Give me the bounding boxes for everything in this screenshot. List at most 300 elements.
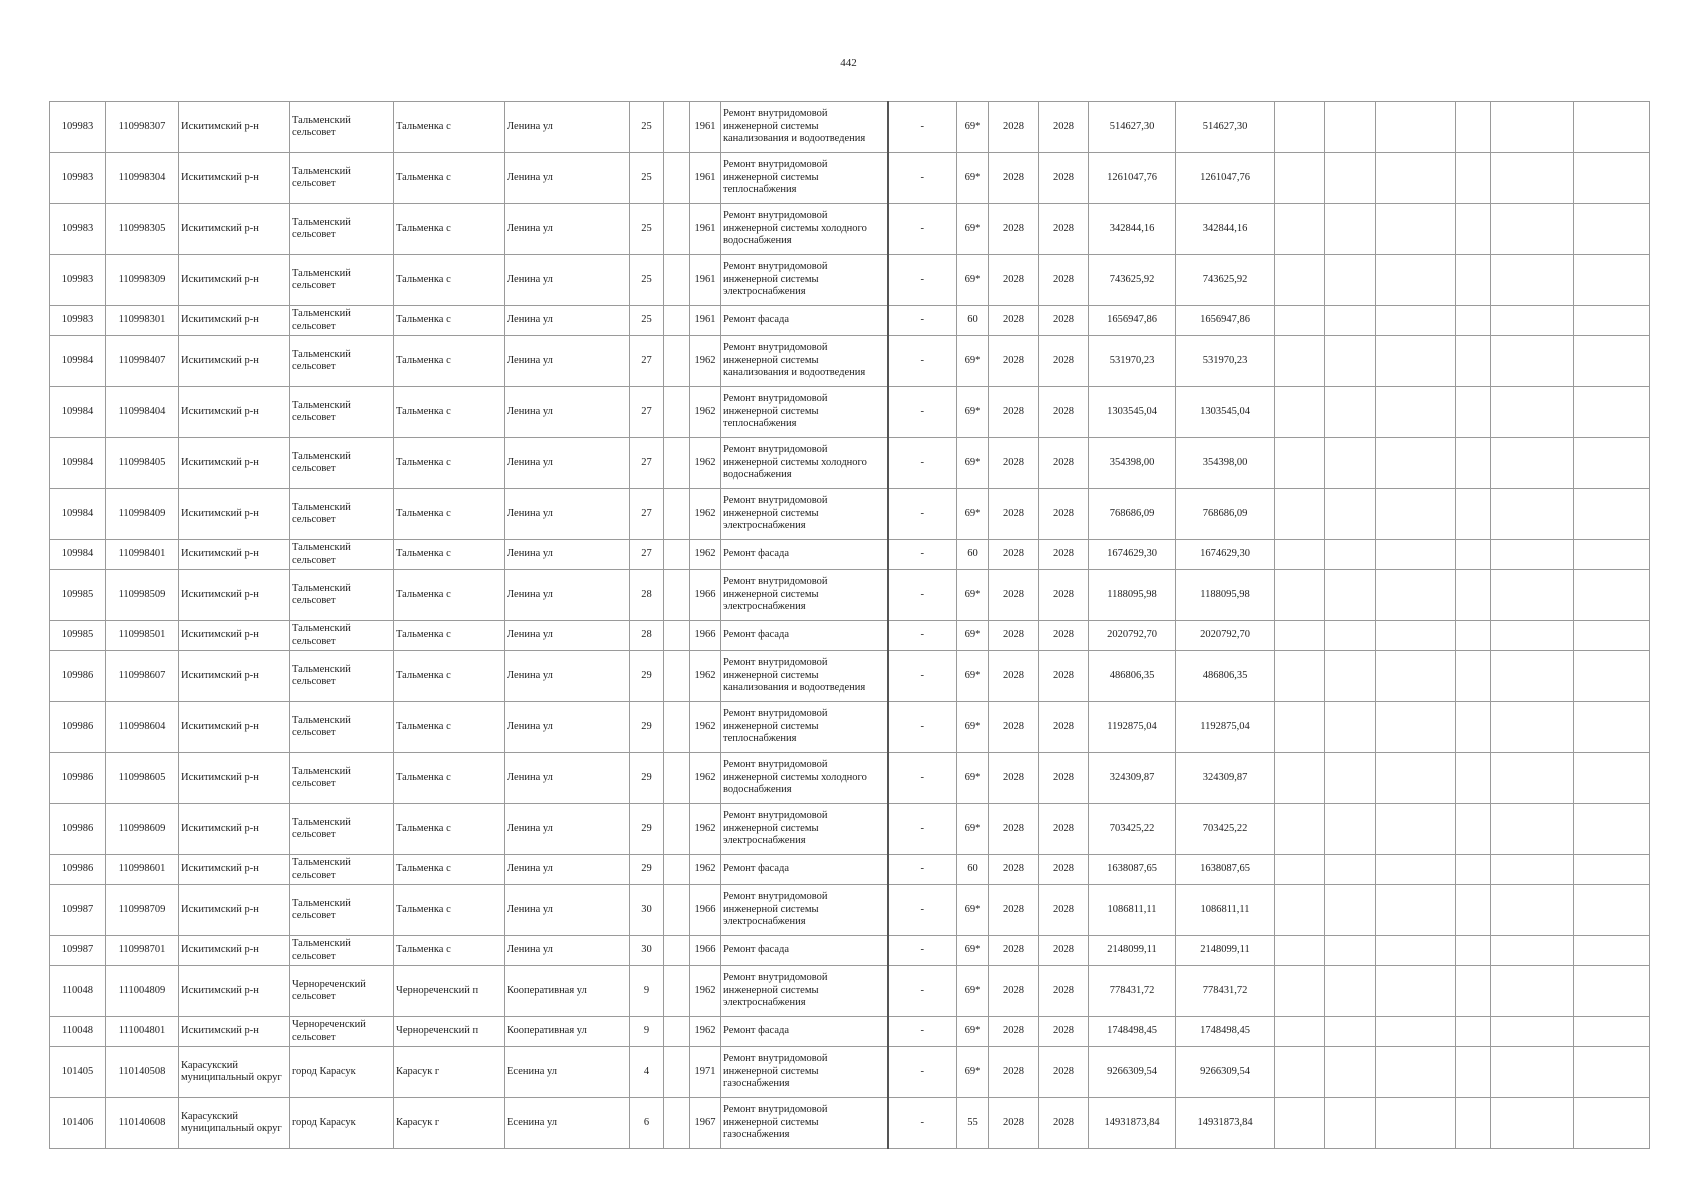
cost-fund-cell: 1656947,86	[1176, 306, 1275, 336]
building-cell	[664, 438, 690, 489]
empty-cell	[1574, 570, 1650, 621]
plan-year-start-cell: 2028	[989, 804, 1039, 855]
build-year-cell: 1967	[690, 1098, 721, 1149]
municipality-cell: Чернореченский сельсовет	[290, 1017, 394, 1047]
build-year-cell: 1966	[690, 936, 721, 966]
empty-cell	[1574, 702, 1650, 753]
cost-total-cell: 703425,22	[1089, 804, 1176, 855]
empty-cell	[1376, 1047, 1456, 1098]
empty-cell	[1325, 438, 1376, 489]
work-type-cell: Ремонт внутридомовой инженерной системы теплоснабжения	[721, 387, 888, 438]
building-cell	[664, 1047, 690, 1098]
dash-col-cell: -	[888, 702, 957, 753]
plan-year-end-cell: 2028	[1039, 336, 1089, 387]
table-row	[50, 336, 1650, 387]
empty-cell	[1456, 855, 1491, 885]
municipality-cell: Тальменский сельсовет	[290, 255, 394, 306]
empty-cell	[1456, 306, 1491, 336]
plan-year-start-cell: 2028	[989, 102, 1039, 153]
plan-year-start-cell: 2028	[989, 855, 1039, 885]
cost-total-cell: 1674629,30	[1089, 540, 1176, 570]
street-cell: Ленина ул	[505, 885, 630, 936]
settlement-cell: Тальменка с	[394, 651, 505, 702]
empty-cell	[1574, 855, 1650, 885]
settlement-cell: Тальменка с	[394, 489, 505, 540]
settlement-cell: Тальменка с	[394, 885, 505, 936]
dash-col-cell: -	[888, 438, 957, 489]
wear-percent-cell: 69*	[957, 387, 989, 438]
empty-cell	[1456, 570, 1491, 621]
table-row	[50, 570, 1650, 621]
table-row	[50, 489, 1650, 540]
street-cell: Ленина ул	[505, 438, 630, 489]
municipality-cell: Тальменский сельсовет	[290, 651, 394, 702]
cost-fund-cell: 2020792,70	[1176, 621, 1275, 651]
empty-cell	[1325, 540, 1376, 570]
settlement-cell: Тальменка с	[394, 438, 505, 489]
work-id-cell: 110998409	[106, 489, 179, 540]
empty-cell	[1491, 438, 1574, 489]
street-cell: Ленина ул	[505, 336, 630, 387]
work-id-cell: 110998701	[106, 936, 179, 966]
settlement-cell: Тальменка с	[394, 153, 505, 204]
build-year-cell: 1971	[690, 1047, 721, 1098]
house-number-cell: 4	[630, 1047, 664, 1098]
work-id-cell: 110998709	[106, 885, 179, 936]
empty-cell	[1456, 651, 1491, 702]
empty-cell	[1376, 1098, 1456, 1149]
district-cell: Искитимский р-н	[179, 570, 290, 621]
empty-cell	[1275, 255, 1325, 306]
record-id-cell: 109984	[50, 489, 106, 540]
page-number: 442	[840, 57, 857, 69]
work-type-cell: Ремонт внутридомовой инженерной системы электроснабжения	[721, 570, 888, 621]
cost-total-cell: 2020792,70	[1089, 621, 1176, 651]
empty-cell	[1574, 1098, 1650, 1149]
plan-year-start-cell: 2028	[989, 255, 1039, 306]
settlement-cell: Тальменка с	[394, 753, 505, 804]
table-row	[50, 621, 1650, 651]
district-cell: Искитимский р-н	[179, 387, 290, 438]
empty-cell	[1376, 438, 1456, 489]
empty-cell	[1456, 1047, 1491, 1098]
cost-total-cell: 743625,92	[1089, 255, 1176, 306]
empty-cell	[1574, 621, 1650, 651]
building-cell	[664, 153, 690, 204]
empty-cell	[1574, 540, 1650, 570]
empty-cell	[1574, 306, 1650, 336]
plan-year-start-cell: 2028	[989, 966, 1039, 1017]
street-cell: Ленина ул	[505, 651, 630, 702]
empty-cell	[1456, 102, 1491, 153]
empty-cell	[1491, 885, 1574, 936]
building-cell	[664, 1098, 690, 1149]
empty-cell	[1456, 1017, 1491, 1047]
empty-cell	[1574, 936, 1650, 966]
empty-cell	[1456, 885, 1491, 936]
wear-percent-cell: 69*	[957, 570, 989, 621]
municipality-cell: Тальменский сельсовет	[290, 621, 394, 651]
dash-col-cell: -	[888, 885, 957, 936]
table-row	[50, 1017, 1650, 1047]
district-cell: Карасукский муниципальный округ	[179, 1098, 290, 1149]
table-row	[50, 102, 1650, 153]
empty-cell	[1456, 621, 1491, 651]
work-type-cell: Ремонт фасада	[721, 1017, 888, 1047]
plan-year-start-cell: 2028	[989, 702, 1039, 753]
work-id-cell: 110998509	[106, 570, 179, 621]
plan-year-end-cell: 2028	[1039, 255, 1089, 306]
district-cell: Искитимский р-н	[179, 255, 290, 306]
empty-cell	[1456, 1098, 1491, 1149]
empty-cell	[1376, 570, 1456, 621]
work-type-cell: Ремонт внутридомовой инженерной системы холодного водоснабжения	[721, 204, 888, 255]
empty-cell	[1456, 336, 1491, 387]
empty-cell	[1325, 1047, 1376, 1098]
house-number-cell: 29	[630, 651, 664, 702]
work-id-cell: 110998404	[106, 387, 179, 438]
dash-col-cell: -	[888, 153, 957, 204]
district-cell: Искитимский р-н	[179, 621, 290, 651]
empty-cell	[1456, 804, 1491, 855]
settlement-cell: Тальменка с	[394, 570, 505, 621]
cost-total-cell: 1261047,76	[1089, 153, 1176, 204]
district-cell: Искитимский р-н	[179, 489, 290, 540]
street-cell: Есенина ул	[505, 1047, 630, 1098]
work-id-cell: 110998605	[106, 753, 179, 804]
empty-cell	[1325, 489, 1376, 540]
municipality-cell: Тальменский сельсовет	[290, 306, 394, 336]
dash-col-cell: -	[888, 489, 957, 540]
work-type-cell: Ремонт внутридомовой инженерной системы канализования и водоотведения	[721, 651, 888, 702]
plan-year-start-cell: 2028	[989, 540, 1039, 570]
street-cell: Ленина ул	[505, 753, 630, 804]
empty-cell	[1275, 1017, 1325, 1047]
work-type-cell: Ремонт внутридомовой инженерной системы теплоснабжения	[721, 702, 888, 753]
empty-cell	[1325, 1098, 1376, 1149]
empty-cell	[1325, 102, 1376, 153]
plan-year-start-cell: 2028	[989, 885, 1039, 936]
empty-cell	[1325, 1017, 1376, 1047]
wear-percent-cell: 69*	[957, 102, 989, 153]
work-id-cell: 110998501	[106, 621, 179, 651]
empty-cell	[1376, 102, 1456, 153]
build-year-cell: 1962	[690, 489, 721, 540]
dash-col-cell: -	[888, 804, 957, 855]
wear-percent-cell: 69*	[957, 621, 989, 651]
settlement-cell: Карасук г	[394, 1098, 505, 1149]
empty-cell	[1376, 489, 1456, 540]
work-id-cell: 110998309	[106, 255, 179, 306]
building-cell	[664, 885, 690, 936]
empty-cell	[1456, 387, 1491, 438]
plan-year-end-cell: 2028	[1039, 387, 1089, 438]
empty-cell	[1456, 753, 1491, 804]
empty-cell	[1325, 966, 1376, 1017]
street-cell: Ленина ул	[505, 702, 630, 753]
cost-total-cell: 1188095,98	[1089, 570, 1176, 621]
plan-year-start-cell: 2028	[989, 336, 1039, 387]
street-cell: Ленина ул	[505, 855, 630, 885]
street-cell: Ленина ул	[505, 621, 630, 651]
dash-col-cell: -	[888, 387, 957, 438]
plan-year-end-cell: 2028	[1039, 702, 1089, 753]
house-number-cell: 25	[630, 204, 664, 255]
work-type-cell: Ремонт внутридомовой инженерной системы электроснабжения	[721, 255, 888, 306]
empty-cell	[1491, 255, 1574, 306]
district-cell: Искитимский р-н	[179, 1017, 290, 1047]
settlement-cell: Тальменка с	[394, 336, 505, 387]
empty-cell	[1325, 387, 1376, 438]
empty-cell	[1275, 1098, 1325, 1149]
settlement-cell: Тальменка с	[394, 621, 505, 651]
cost-fund-cell: 1674629,30	[1176, 540, 1275, 570]
plan-year-start-cell: 2028	[989, 570, 1039, 621]
empty-cell	[1491, 540, 1574, 570]
empty-cell	[1325, 885, 1376, 936]
wear-percent-cell: 69*	[957, 885, 989, 936]
cost-total-cell: 514627,30	[1089, 102, 1176, 153]
empty-cell	[1456, 153, 1491, 204]
street-cell: Кооперативная ул	[505, 1017, 630, 1047]
settlement-cell: Чернореченский п	[394, 966, 505, 1017]
dash-col-cell: -	[888, 855, 957, 885]
district-cell: Искитимский р-н	[179, 855, 290, 885]
district-cell: Искитимский р-н	[179, 153, 290, 204]
plan-year-start-cell: 2028	[989, 204, 1039, 255]
cost-total-cell: 354398,00	[1089, 438, 1176, 489]
building-cell	[664, 1017, 690, 1047]
wear-percent-cell: 69*	[957, 489, 989, 540]
plan-year-end-cell: 2028	[1039, 651, 1089, 702]
building-cell	[664, 855, 690, 885]
cost-fund-cell: 743625,92	[1176, 255, 1275, 306]
work-id-cell: 111004801	[106, 1017, 179, 1047]
empty-cell	[1325, 204, 1376, 255]
plan-year-end-cell: 2028	[1039, 306, 1089, 336]
plan-year-start-cell: 2028	[989, 306, 1039, 336]
table-row	[50, 306, 1650, 336]
plan-year-start-cell: 2028	[989, 753, 1039, 804]
empty-cell	[1574, 102, 1650, 153]
empty-cell	[1574, 153, 1650, 204]
empty-cell	[1574, 804, 1650, 855]
record-id-cell: 109983	[50, 204, 106, 255]
empty-cell	[1275, 966, 1325, 1017]
cost-total-cell: 1638087,65	[1089, 855, 1176, 885]
table-row	[50, 936, 1650, 966]
record-id-cell: 101405	[50, 1047, 106, 1098]
empty-cell	[1376, 204, 1456, 255]
work-id-cell: 110998607	[106, 651, 179, 702]
empty-cell	[1574, 204, 1650, 255]
work-id-cell: 110998304	[106, 153, 179, 204]
settlement-cell: Тальменка с	[394, 387, 505, 438]
municipality-cell: Тальменский сельсовет	[290, 153, 394, 204]
house-number-cell: 6	[630, 1098, 664, 1149]
cost-fund-cell: 486806,35	[1176, 651, 1275, 702]
empty-cell	[1491, 570, 1574, 621]
district-cell: Искитимский р-н	[179, 651, 290, 702]
work-type-cell: Ремонт внутридомовой инженерной системы теплоснабжения	[721, 153, 888, 204]
work-id-cell: 110998604	[106, 702, 179, 753]
table-row	[50, 204, 1650, 255]
dash-col-cell: -	[888, 204, 957, 255]
empty-cell	[1325, 753, 1376, 804]
work-type-cell: Ремонт внутридомовой инженерной системы холодного водоснабжения	[721, 438, 888, 489]
empty-cell	[1275, 570, 1325, 621]
empty-cell	[1574, 651, 1650, 702]
municipality-cell: Тальменский сельсовет	[290, 438, 394, 489]
street-cell: Ленина ул	[505, 936, 630, 966]
build-year-cell: 1966	[690, 621, 721, 651]
empty-cell	[1376, 336, 1456, 387]
cost-fund-cell: 1638087,65	[1176, 855, 1275, 885]
dash-col-cell: -	[888, 1047, 957, 1098]
empty-cell	[1491, 621, 1574, 651]
house-number-cell: 30	[630, 936, 664, 966]
work-id-cell: 111004809	[106, 966, 179, 1017]
plan-year-end-cell: 2028	[1039, 153, 1089, 204]
empty-cell	[1275, 387, 1325, 438]
plan-year-start-cell: 2028	[989, 1098, 1039, 1149]
table-body	[50, 102, 1650, 1149]
empty-cell	[1376, 621, 1456, 651]
empty-cell	[1456, 204, 1491, 255]
house-number-cell: 9	[630, 966, 664, 1017]
building-cell	[664, 651, 690, 702]
empty-cell	[1491, 489, 1574, 540]
street-cell: Ленина ул	[505, 387, 630, 438]
empty-cell	[1376, 804, 1456, 855]
wear-percent-cell: 69*	[957, 204, 989, 255]
settlement-cell: Чернореченский п	[394, 1017, 505, 1047]
empty-cell	[1275, 702, 1325, 753]
building-cell	[664, 255, 690, 306]
house-number-cell: 25	[630, 153, 664, 204]
work-type-cell: Ремонт внутридомовой инженерной системы электроснабжения	[721, 966, 888, 1017]
work-id-cell: 110998601	[106, 855, 179, 885]
plan-year-end-cell: 2028	[1039, 936, 1089, 966]
house-number-cell: 27	[630, 336, 664, 387]
settlement-cell: Тальменка с	[394, 804, 505, 855]
empty-cell	[1574, 336, 1650, 387]
district-cell: Искитимский р-н	[179, 885, 290, 936]
cost-total-cell: 531970,23	[1089, 336, 1176, 387]
record-id-cell: 109987	[50, 885, 106, 936]
empty-cell	[1275, 651, 1325, 702]
cost-total-cell: 1748498,45	[1089, 1017, 1176, 1047]
street-cell: Ленина ул	[505, 153, 630, 204]
build-year-cell: 1962	[690, 387, 721, 438]
record-id-cell: 109985	[50, 570, 106, 621]
build-year-cell: 1962	[690, 336, 721, 387]
street-cell: Ленина ул	[505, 540, 630, 570]
district-cell: Карасукский муниципальный округ	[179, 1047, 290, 1098]
municipality-cell: город Карасук	[290, 1047, 394, 1098]
wear-percent-cell: 69*	[957, 804, 989, 855]
empty-cell	[1491, 651, 1574, 702]
cost-total-cell: 1192875,04	[1089, 702, 1176, 753]
settlement-cell: Тальменка с	[394, 702, 505, 753]
house-number-cell: 28	[630, 621, 664, 651]
plan-year-start-cell: 2028	[989, 651, 1039, 702]
building-cell	[664, 621, 690, 651]
empty-cell	[1456, 540, 1491, 570]
district-cell: Искитимский р-н	[179, 966, 290, 1017]
dash-col-cell: -	[888, 570, 957, 621]
work-type-cell: Ремонт фасада	[721, 936, 888, 966]
empty-cell	[1275, 153, 1325, 204]
building-cell	[664, 336, 690, 387]
plan-year-start-cell: 2028	[989, 936, 1039, 966]
record-id-cell: 109984	[50, 336, 106, 387]
wear-percent-cell: 69*	[957, 336, 989, 387]
street-cell: Ленина ул	[505, 804, 630, 855]
build-year-cell: 1962	[690, 702, 721, 753]
settlement-cell: Карасук г	[394, 1047, 505, 1098]
empty-cell	[1275, 489, 1325, 540]
record-id-cell: 109986	[50, 855, 106, 885]
record-id-cell: 109986	[50, 804, 106, 855]
empty-cell	[1574, 1047, 1650, 1098]
empty-cell	[1456, 936, 1491, 966]
empty-cell	[1325, 306, 1376, 336]
municipality-cell: Тальменский сельсовет	[290, 540, 394, 570]
cost-total-cell: 1656947,86	[1089, 306, 1176, 336]
empty-cell	[1376, 885, 1456, 936]
cost-total-cell: 14931873,84	[1089, 1098, 1176, 1149]
empty-cell	[1325, 153, 1376, 204]
empty-cell	[1275, 540, 1325, 570]
empty-cell	[1376, 702, 1456, 753]
empty-cell	[1275, 336, 1325, 387]
cost-fund-cell: 1261047,76	[1176, 153, 1275, 204]
empty-cell	[1325, 255, 1376, 306]
empty-cell	[1275, 438, 1325, 489]
street-cell: Ленина ул	[505, 204, 630, 255]
work-id-cell: 110998307	[106, 102, 179, 153]
table-row	[50, 1047, 1650, 1098]
dash-col-cell: -	[888, 621, 957, 651]
work-id-cell: 110998609	[106, 804, 179, 855]
work-id-cell: 110140608	[106, 1098, 179, 1149]
wear-percent-cell: 69*	[957, 153, 989, 204]
empty-cell	[1574, 489, 1650, 540]
empty-cell	[1491, 336, 1574, 387]
record-id-cell: 109987	[50, 936, 106, 966]
building-cell	[664, 804, 690, 855]
record-id-cell: 109983	[50, 255, 106, 306]
record-id-cell: 109984	[50, 387, 106, 438]
wear-percent-cell: 69*	[957, 966, 989, 1017]
empty-cell	[1275, 1047, 1325, 1098]
cost-fund-cell: 2148099,11	[1176, 936, 1275, 966]
wear-percent-cell: 60	[957, 306, 989, 336]
cost-fund-cell: 354398,00	[1176, 438, 1275, 489]
empty-cell	[1574, 255, 1650, 306]
district-cell: Искитимский р-н	[179, 804, 290, 855]
building-cell	[664, 570, 690, 621]
house-number-cell: 27	[630, 438, 664, 489]
wear-percent-cell: 69*	[957, 1047, 989, 1098]
build-year-cell: 1962	[690, 651, 721, 702]
wear-percent-cell: 60	[957, 540, 989, 570]
plan-year-end-cell: 2028	[1039, 570, 1089, 621]
municipality-cell: Тальменский сельсовет	[290, 804, 394, 855]
work-type-cell: Ремонт внутридомовой инженерной системы канализования и водоотведения	[721, 102, 888, 153]
cost-total-cell: 778431,72	[1089, 966, 1176, 1017]
